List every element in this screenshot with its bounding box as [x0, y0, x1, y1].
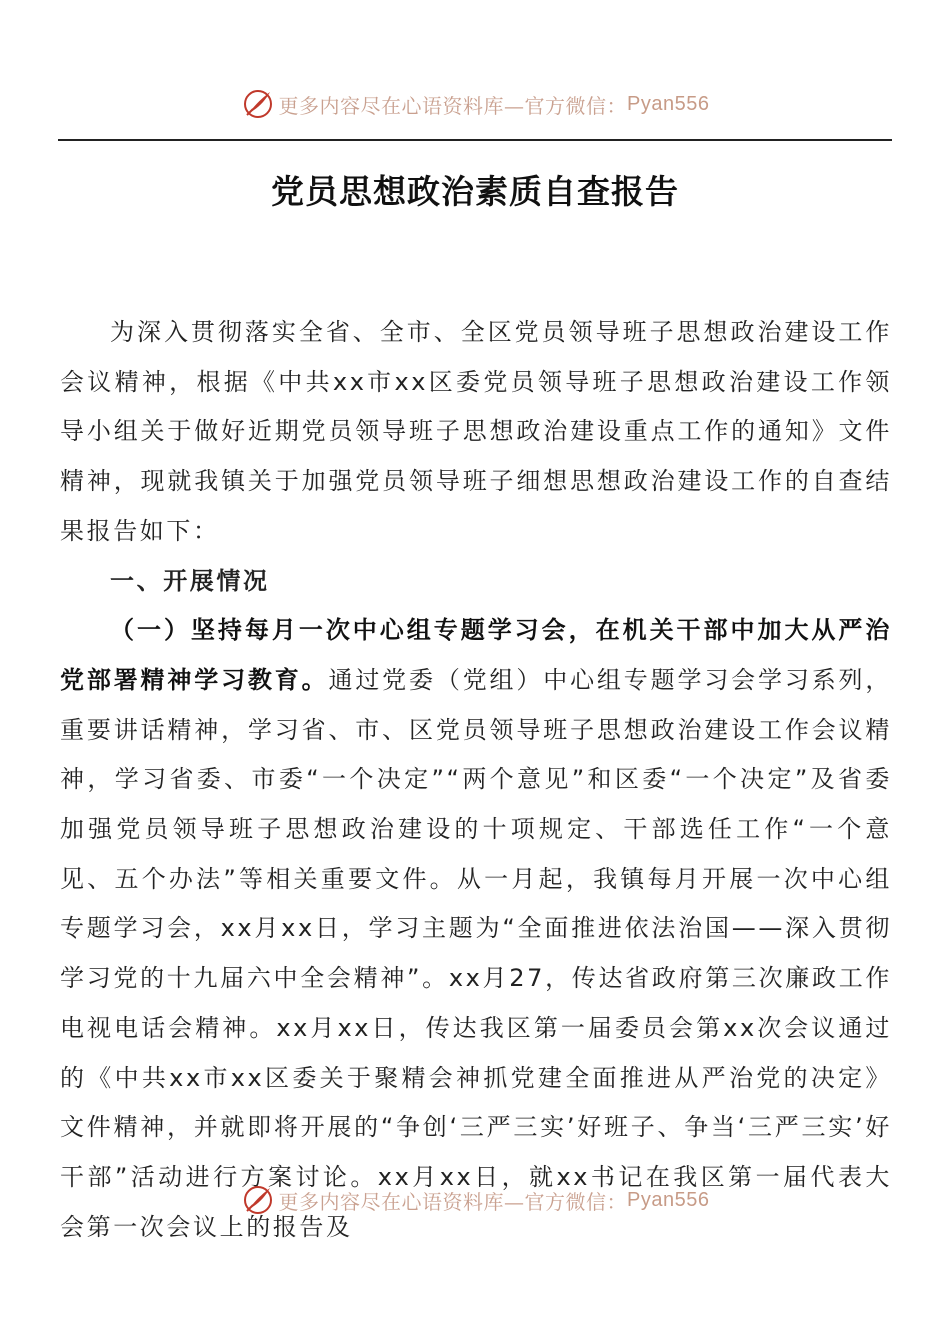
watermark-wechat-id: Pyan556: [627, 92, 710, 115]
subsection-paragraph: [60, 606, 892, 1252]
header-divider: [58, 139, 892, 141]
subsection-body: 通过党委（党组）中心组专题学习会学习系列，重要讲话精神，学习省、市、区党员领导班子思想政治建设工作会议精神，学习省委、市委“一个决定”“两个意见”和区委“一个决定”及省委加强党员领导班子思想政治建设的十项规定、干部选任工作“一个意见、五个办法”等相关重要文件。从一月起，我镇每月开展一次中心组专题学习会，xx月xx日，学习主题为“全面推进依法治国——深入贯彻学习党的十九届六中全会精神”。xx月27，传达省政府第三次廉政工作电视电话会精神。xx月xx日，传达我区第一届委员会第xx次会议通过的《中共xx市xx区委关于聚精会神抓党建全面推进从严治党的决定》文件精神，并就即将开展的“争创‘三严三实’好班子、争当‘三严三实’好干部”活动进行方案讨论。xx月xx日，就xx书记在我区第一届代表大会第一次会议上的报告及: [60, 665, 892, 1241]
watermark-header: [0, 84, 950, 124]
intro-paragraph: 为深入贯彻落实全省、全市、全区党员领导班子思想政治建设工作会议精神，根据《中共xx市xx区委党员领导班子思想政治建设工作领导小组关于做好近期党员领导班子思想政治建设重点工作的通知》文件精神，现就我镇关于加强党员领导班子细想思想政治建设工作的自查结果报告如下：: [60, 318, 892, 545]
section-heading: 一、开展情况: [110, 566, 270, 595]
watermark-text: 更多内容尽在心语资料库—官方微信：: [278, 93, 628, 118]
feather-pen-logo-icon: [241, 1183, 275, 1217]
watermark-text: 更多内容尽在心语资料库—官方微信：: [278, 1189, 628, 1214]
watermark-wechat-id: Pyan556: [627, 1188, 710, 1211]
document-title: 党员思想政治素质自查报告: [271, 172, 679, 211]
watermark-footer: [0, 1180, 950, 1220]
subsection-heading: （一）坚持每月一次中心组专题学习会，在机关干部中加大从严治党部署精神学习教育。: [60, 616, 892, 694]
feather-pen-logo-icon: [241, 87, 275, 121]
document-body: [60, 308, 892, 1252]
